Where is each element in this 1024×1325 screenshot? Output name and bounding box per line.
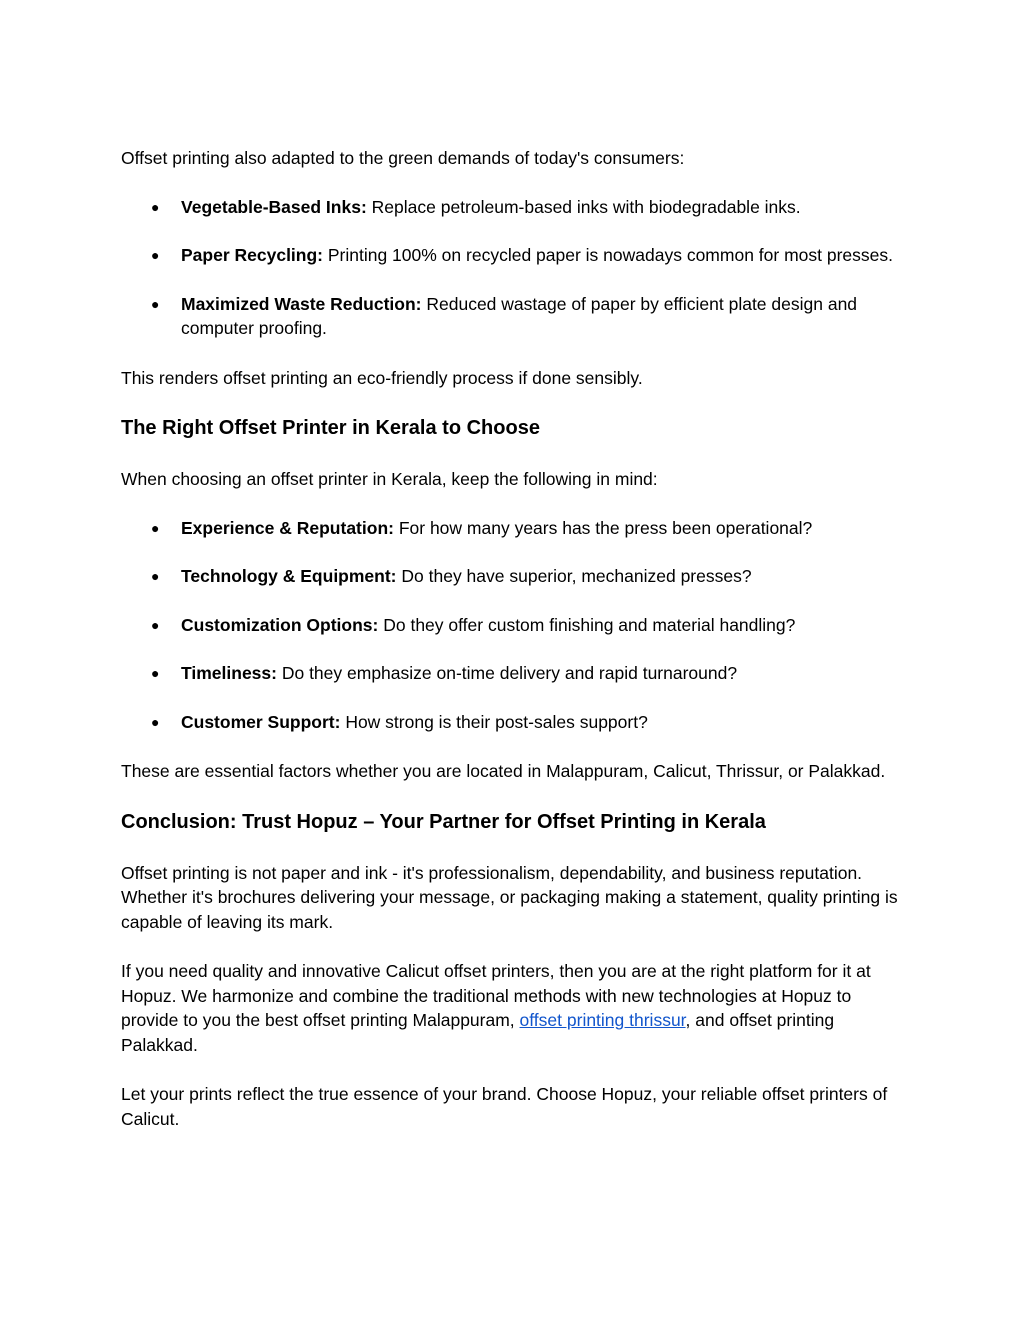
choose-intro-paragraph: When choosing an offset printer in Kerala, keep the following in mind: xyxy=(121,469,658,489)
conclusion-paragraph-1: Offset printing is not paper and ink - it's professionalism, dependability, and business reputation. Whether it's brochures delivering your message, or packaging making a statement, quality printing is capable of leaving its mark. xyxy=(121,862,898,932)
list-item-term: Paper Recycling: xyxy=(181,245,323,265)
list-item xyxy=(121,564,911,589)
list-item-text: Reduced wastage of paper by efficient plate design and computer proofing. xyxy=(181,293,858,338)
conclusion-paragraph-2-before: If you need quality and innovative Calicut offset printers, then you are at the right platform for it at Hopuz. We harmonize and combine the traditional methods with new technologies at Hopuz to provide to you the best offset printing Malappuram, xyxy=(121,961,871,1030)
list-item-text: Do they emphasize on-time delivery and rapid turnaround? xyxy=(276,663,738,683)
list-item-term: Maximized Waste Reduction: xyxy=(181,293,422,314)
bullet-icon: ● xyxy=(151,295,160,312)
bullet-icon: ● xyxy=(151,665,160,681)
bullet-icon: ● xyxy=(151,713,160,730)
bullet-icon: ● xyxy=(151,247,160,263)
list-item xyxy=(121,292,911,341)
bullet-icon: ● xyxy=(151,568,160,584)
conclusion-paragraph-3: Let your prints reflect the true essence of your brand. Choose Hopuz, your reliable offset printers of Calicut. xyxy=(121,1084,888,1129)
list-item-term: Timeliness: xyxy=(181,663,277,683)
list-item xyxy=(121,661,911,686)
list-item-text: Do they have superior, mechanized presses? xyxy=(396,566,752,586)
intro-paragraph: Offset printing also adapted to the green demands of today's consumers: xyxy=(121,148,685,168)
document-page xyxy=(121,146,911,1131)
list-item-term: Customer Support: xyxy=(181,711,341,732)
list-item-text: Do they offer custom finishing and material handling? xyxy=(378,614,796,635)
list-item xyxy=(121,243,911,268)
list-item-term: Experience & Reputation: xyxy=(181,517,394,538)
list-item xyxy=(121,516,911,541)
factors-summary-paragraph: These are essential factors whether you are located in Malappuram, Calicut, Thrissur, or Palakkad. xyxy=(121,761,886,781)
offset-printing-thrissur-link[interactable]: offset printing thrissur xyxy=(519,1010,686,1030)
list-item-text: For how many years has the press been operational? xyxy=(393,517,813,538)
conclusion-paragraph-2-after: , and offset printing Palakkad. xyxy=(121,1010,835,1055)
bullet-icon: ● xyxy=(151,519,160,536)
list-item xyxy=(121,710,911,735)
eco-summary-paragraph: This renders offset printing an eco-friendly process if done sensibly. xyxy=(121,367,643,388)
choose-criteria-list xyxy=(121,516,911,735)
bullet-icon: ● xyxy=(151,616,160,633)
list-item-term: Customization Options: xyxy=(181,614,379,635)
list-item-text: How strong is their post-sales support? xyxy=(340,711,648,732)
bullet-icon: ● xyxy=(151,198,160,215)
list-item-term: Vegetable-Based Inks: xyxy=(181,196,367,217)
green-practices-list xyxy=(121,195,911,341)
list-item xyxy=(121,195,911,220)
list-item-text: Printing 100% on recycled paper is nowadays common for most presses. xyxy=(323,245,893,265)
section-heading-choose: The Right Offset Printer in Kerala to Choose xyxy=(121,417,540,439)
conclusion-paragraph-2 xyxy=(121,959,911,1057)
list-item xyxy=(121,613,911,638)
section-heading-conclusion: Conclusion: Trust Hopuz – Your Partner for Offset Printing in Kerala xyxy=(121,810,766,833)
list-item-text: Replace petroleum-based inks with biodegradable inks. xyxy=(366,196,801,217)
list-item-term: Technology & Equipment: xyxy=(181,566,397,586)
